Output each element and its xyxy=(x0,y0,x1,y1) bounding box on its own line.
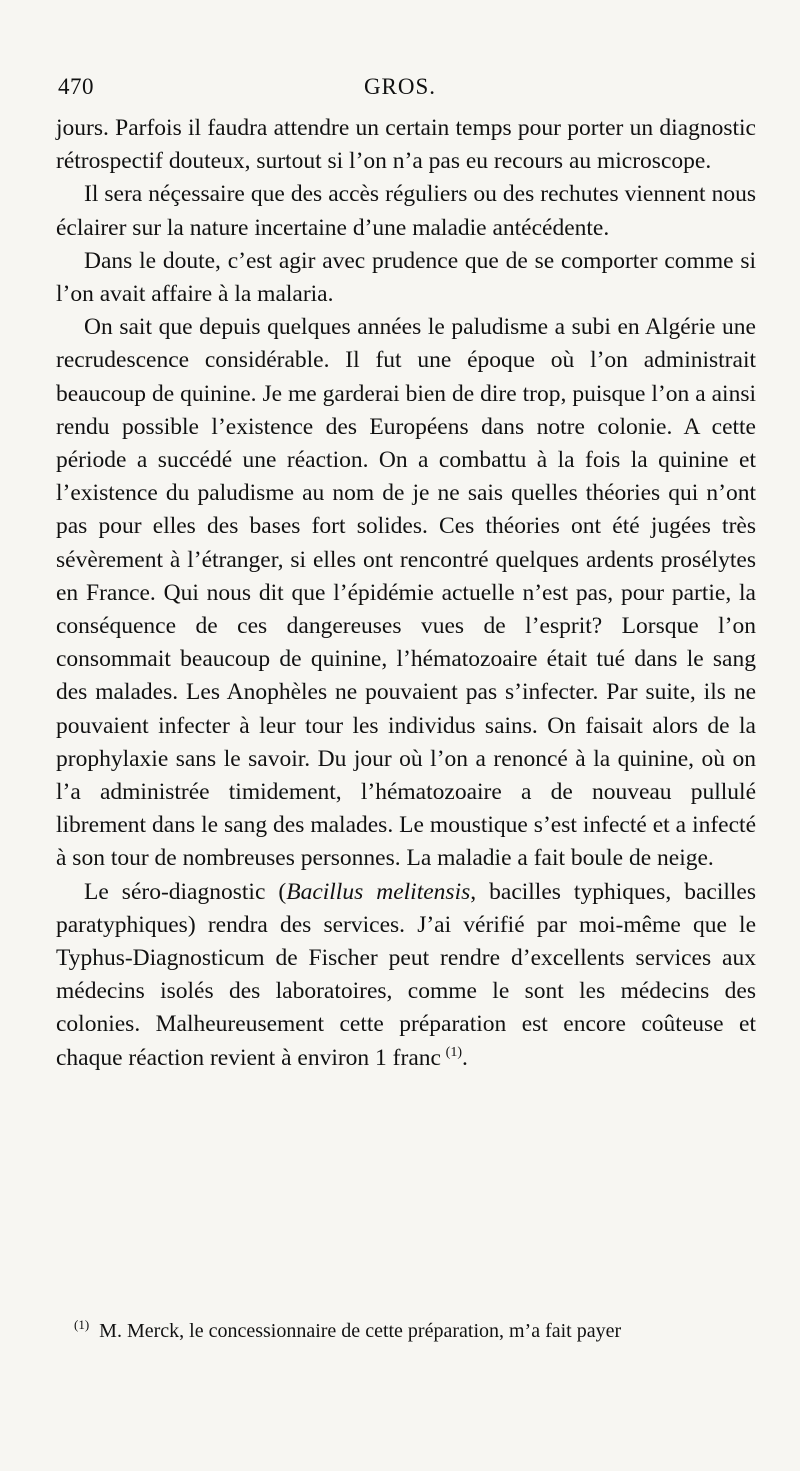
paragraph-3: Dans le doute, c’est agir avec prudence que de se comporter comme si l’on avait affaire à la malaria. xyxy=(56,247,756,308)
paragraph-1: jours. Parfois il faudra attendre un certain temps pour porter un diagnostic rétrospectif douteux, surtout si l’on n’a pas eu recours au microscope. xyxy=(56,115,756,175)
page-header xyxy=(40,74,760,106)
bacillus-name: Bacillus melitensis xyxy=(286,878,471,905)
paragraph-5-end: . xyxy=(462,1044,468,1071)
footnote xyxy=(74,1318,764,1344)
paragraph-2: Il sera néçessaire que des accès réguliers ou des rechutes viennent nous éclairer sur la nature incertaine d’une maladie antécédente. xyxy=(56,181,756,241)
running-title: GROS. xyxy=(363,74,437,99)
paragraph-4: On sait que depuis quelques années le paludisme a subi en Algérie une recrudescence considérable. Il fut une époque où l’on administrait beaucoup de quinine. Je me garderai bien de dire trop, puisque l’on a ainsi rendu possible l’existence des Européens dans notre colonie. A cette période a succédé une réaction. On a combattu à la fois la quinine et l’existence du paludisme au nom de je ne sais quelles théories qui n’ont pas pour elles des bases fort solides. Ces théories ont été jugées très sévèrement à l’étranger, si elles ont rencontré quelques ardents prosélytes en France. Qui nous dit que l’épidémie actuelle n’est pas, pour partie, la conséquence de ces dangereuses vues de l’esprit? Lorsque l’on consommait beaucoup de quinine, l’hématozoaire était tué dans le sang des malades. Les Anophèles ne pouvaient pas s’infecter. Par suite, ils ne pouvaient infecter à leur tour les individus sains. On faisait alors de la prophylaxie sans le savoir. Du jour où l’on a renoncé à la quinine, où on l’a administrée timidement, l’hématozoaire a de nouveau pullulé librement dans le sang des malades. Le moustique s’est infecté et a infecté à son tour de nombreuses personnes. La maladie a fait boule de neige. xyxy=(56,314,756,872)
paragraph-5 xyxy=(56,876,756,1075)
footnote-text: M. Merck, le concessionnaire de cette préparation, m’a fait payer xyxy=(99,1320,622,1342)
paragraph-5-text-rest: , bacilles typhiques, bacilles paratyphiques) rendra des services. J’ai vérifié par moi-même que le Typhus-Diagnosticum de Fischer peut rendre d’excellents services aux médecins isolés des laboratoires, comme le sont les médecins des colonies. Malheureusement cette préparation est encore coûteuse et chaque réaction revient à environ 1 franc xyxy=(56,878,756,1071)
footnote-mark: (1) xyxy=(74,1317,90,1333)
footnote-reference[interactable]: (1) xyxy=(445,1044,462,1060)
page-number: 470 xyxy=(58,74,94,99)
paragraph-5-text-start: Le séro-diagnostic ( xyxy=(84,878,287,905)
body-text xyxy=(56,112,756,1075)
